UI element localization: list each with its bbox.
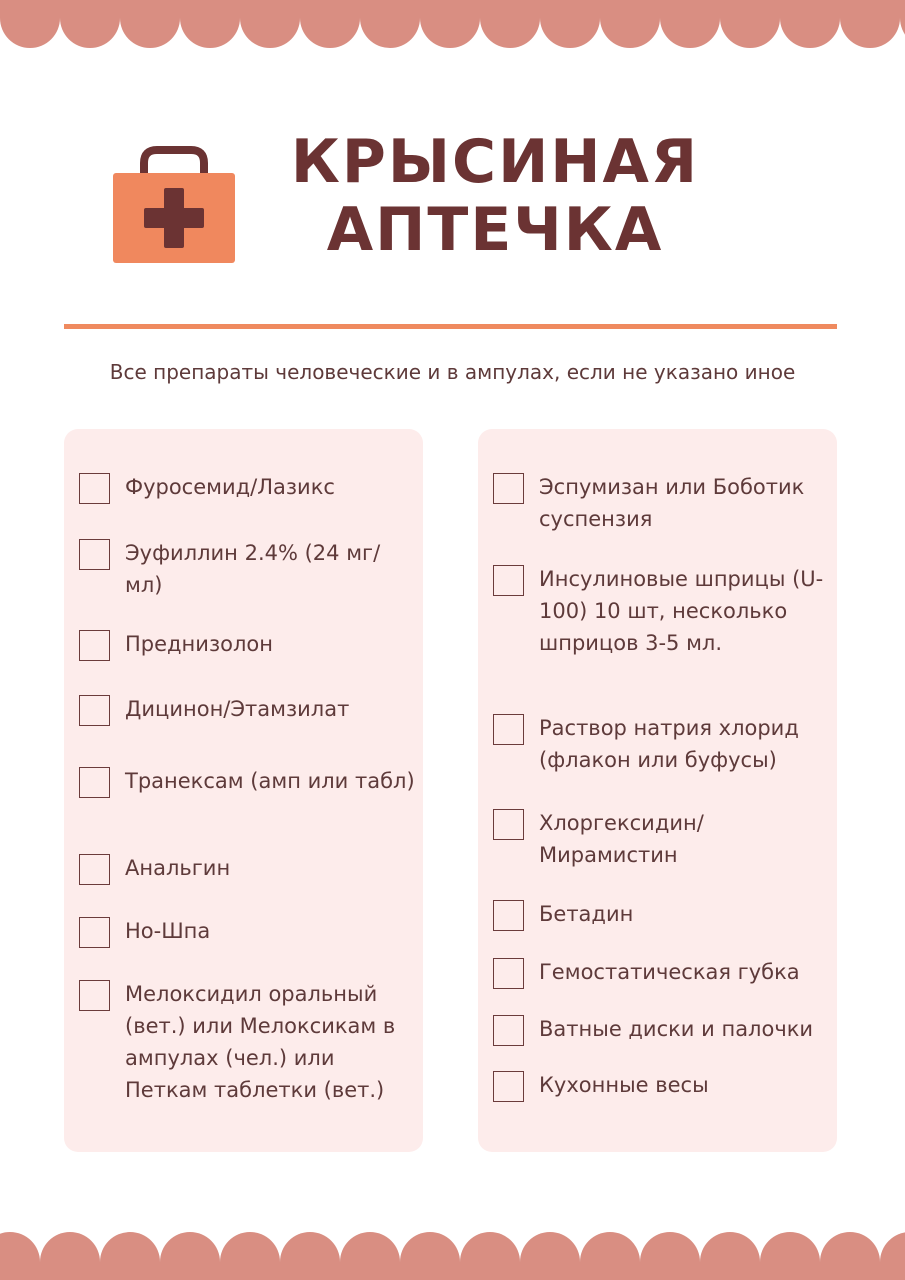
item-label: Анальгин xyxy=(125,856,231,880)
checkbox[interactable] xyxy=(493,900,524,931)
checkbox[interactable] xyxy=(79,917,110,948)
checkbox[interactable] xyxy=(493,958,524,989)
checkbox[interactable] xyxy=(79,695,110,726)
item-label: Эуфиллин 2.4% (24 мг/ мл) xyxy=(125,541,381,597)
item-label: Бетадин xyxy=(539,902,634,926)
item-label: Хлоргексидин/ Мирамистин xyxy=(539,811,704,867)
checkbox[interactable] xyxy=(493,1015,524,1046)
subtitle: Все препараты человеческие и в ампулах, если не указано иное xyxy=(109,360,796,384)
item-label: Мелоксидил оральный (вет.) или Мелоксикам в ампулах (чел.) или Петкам таблетки (вет.) xyxy=(125,982,396,1102)
left-checklist-panel xyxy=(64,429,423,1152)
scallop-bottom-border xyxy=(0,1230,905,1280)
item-label: Дицинон/Этамзилат xyxy=(125,697,350,721)
right-checklist-panel xyxy=(478,429,837,1152)
checkbox[interactable] xyxy=(79,630,110,661)
scallop-top-border xyxy=(0,0,905,50)
item-label: Гемостатическая губка xyxy=(539,960,800,984)
checkbox[interactable] xyxy=(79,767,110,798)
checkbox[interactable] xyxy=(79,539,110,570)
item-label: Кухонные весы xyxy=(539,1073,709,1097)
checkbox[interactable] xyxy=(493,714,524,745)
checkbox[interactable] xyxy=(79,473,110,504)
page-title xyxy=(290,128,700,264)
checkbox[interactable] xyxy=(493,809,524,840)
item-label: Инсулиновые шприцы (U-100) 10 шт, несколько шприцов 3-5 мл. xyxy=(539,567,824,655)
checkbox[interactable] xyxy=(493,565,524,596)
item-label: Раствор натрия хлорид (флакон или буфусы) xyxy=(539,716,799,772)
item-label: Эспумизан или Боботик суспензия xyxy=(539,475,805,531)
item-label: Но-Шпа xyxy=(125,919,211,943)
item-label: Транексам (амп или табл) xyxy=(125,769,415,793)
item-label: Преднизолон xyxy=(125,632,273,656)
checkbox[interactable] xyxy=(493,473,524,504)
item-label: Ватные диски и палочки xyxy=(539,1017,814,1041)
checkbox[interactable] xyxy=(79,980,110,1011)
item-label: Фуросемид/Лазикс xyxy=(125,475,335,499)
first-aid-kit-icon xyxy=(112,145,236,265)
title-line-2: АПТЕЧКА xyxy=(326,195,664,265)
title-line-1: КРЫСИНАЯ xyxy=(290,127,700,197)
checkbox[interactable] xyxy=(79,854,110,885)
divider xyxy=(64,324,837,329)
checkbox[interactable] xyxy=(493,1071,524,1102)
